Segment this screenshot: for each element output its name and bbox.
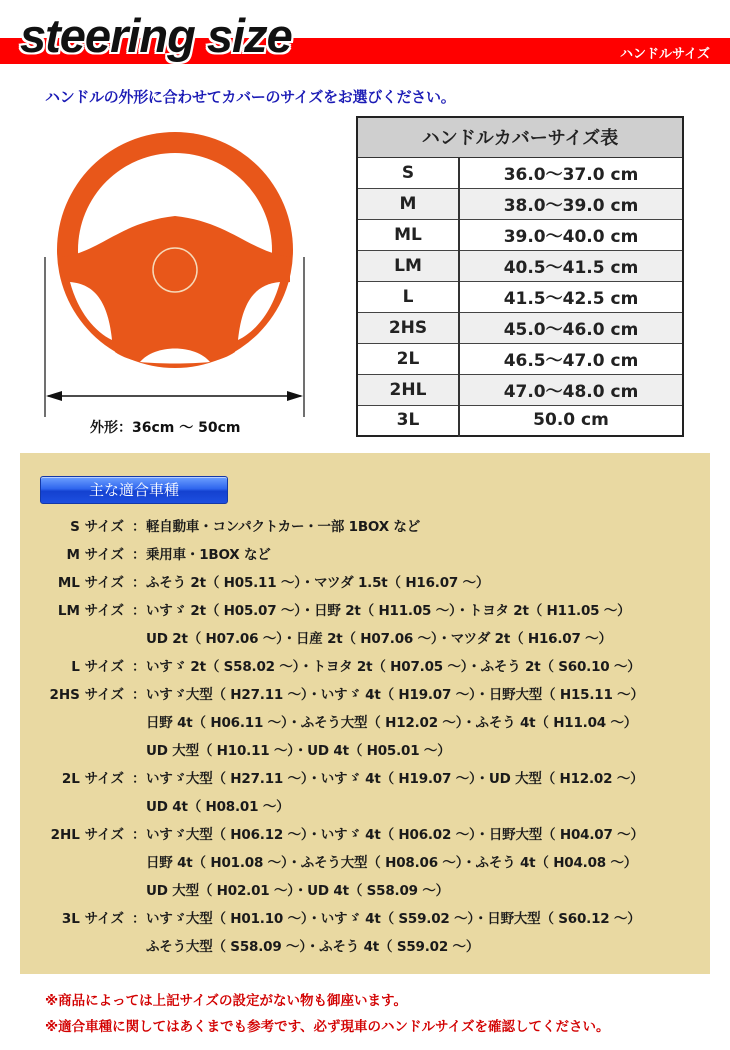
table-row <box>357 281 683 312</box>
colon: ： <box>132 547 146 563</box>
size-cell: 2HL <box>357 374 459 405</box>
vehicle-line: 日野 4t（ H06.11 〜）・ふそう大型（ H12.02 〜）・ふそう 4t（ H11.04 〜） <box>146 715 638 731</box>
notes <box>45 988 609 1040</box>
list-item <box>20 905 710 961</box>
size-label: M サイズ <box>66 547 124 563</box>
size-table-title: ハンドルカバーサイズ表 <box>357 117 683 157</box>
colon: ： <box>132 687 146 703</box>
list-item <box>20 597 710 653</box>
range-cell: 38.0〜39.0 cm <box>459 188 683 219</box>
colon: ： <box>132 519 146 535</box>
list-item <box>20 681 710 765</box>
intro-text: ハンドルの外形に合わせてカバーのサイズをお選びください。 <box>45 88 456 106</box>
range-cell: 36.0〜37.0 cm <box>459 157 683 188</box>
size-label: LM サイズ <box>57 603 124 619</box>
wheel-caption: 外形：36cm 〜 50cm <box>90 420 241 436</box>
page-subtitle: ハンドルサイズ <box>620 47 710 62</box>
list-item <box>20 821 710 905</box>
vehicle-line: いすゞ大型（ H06.12 〜）・いすゞ 4t（ H06.02 〜）・日野大型（ H04.07 〜） <box>146 827 644 843</box>
size-label: 2HS サイズ <box>49 687 124 703</box>
size-cell: 2L <box>357 343 459 374</box>
vehicle-line: ふそう大型（ S58.09 〜）・ふそう 4t（ S59.02 〜） <box>146 939 480 955</box>
note-line: ※商品によっては上記サイズの設定がない物も御座います。 <box>45 993 407 1009</box>
colon: ： <box>132 911 146 927</box>
vehicle-line: 日野 4t（ H01.08 〜）・ふそう大型（ H08.06 〜）・ふそう 4t（ H04.08 〜） <box>146 855 638 871</box>
size-cell: M <box>357 188 459 219</box>
list-item <box>20 569 710 597</box>
vehicle-line: 軽自動車・コンパクトカー・一部 1BOX など <box>146 519 421 535</box>
table-row <box>357 374 683 405</box>
colon: ： <box>132 827 146 843</box>
table-row <box>357 219 683 250</box>
vehicle-line: いすゞ 2t（ H05.07 〜）・日野 2t（ H11.05 〜）・トヨタ 2t（ H11.05 〜） <box>146 603 631 619</box>
steering-wheel-icon <box>40 112 315 432</box>
vehicle-line: UD 大型（ H02.01 〜）・UD 4t（ S58.09 〜） <box>146 883 449 899</box>
size-cell: LM <box>357 250 459 281</box>
vehicle-line: いすゞ大型（ H27.11 〜）・いすゞ 4t（ H19.07 〜）・日野大型（ H15.11 〜） <box>146 687 644 703</box>
compatibility-list <box>20 513 710 961</box>
colon: ： <box>132 771 146 787</box>
vehicle-line: UD 2t（ H07.06 〜）・日産 2t（ H07.06 〜）・マツダ 2t（ H16.07 〜） <box>146 631 612 647</box>
size-cell: 3L <box>357 405 459 436</box>
table-row <box>357 343 683 374</box>
range-cell: 50.0 cm <box>459 405 683 436</box>
size-cell: 2HS <box>357 312 459 343</box>
page-title: steering size <box>20 9 292 62</box>
table-row <box>357 157 683 188</box>
size-cell: ML <box>357 219 459 250</box>
size-label: 3L サイズ <box>61 911 124 927</box>
range-cell: 45.0〜46.0 cm <box>459 312 683 343</box>
colon: ： <box>132 575 146 591</box>
list-item <box>20 653 710 681</box>
colon: ： <box>132 659 146 675</box>
table-row <box>357 312 683 343</box>
size-label: 2L サイズ <box>61 771 124 787</box>
list-item <box>20 765 710 821</box>
vehicle-line: いすゞ大型（ H27.11 〜）・いすゞ 4t（ H19.07 〜）・UD 大型（ H12.02 〜） <box>146 771 644 787</box>
list-item <box>20 513 710 541</box>
size-label: L サイズ <box>71 659 124 675</box>
table-row <box>357 405 683 436</box>
vehicle-line: 乗用車・1BOX など <box>146 547 271 563</box>
size-cell: S <box>357 157 459 188</box>
compatibility-panel <box>20 453 710 974</box>
vehicle-line: UD 4t（ H08.01 〜） <box>146 799 290 815</box>
range-cell: 46.5〜47.0 cm <box>459 343 683 374</box>
table-row <box>357 188 683 219</box>
note-line: ※適合車種に関してはあくまでも参考です、必ず現車のハンドルサイズを確認してください。 <box>45 1019 610 1035</box>
size-cell: L <box>357 281 459 312</box>
vehicle-line: いすゞ大型（ H01.10 〜）・いすゞ 4t（ S59.02 〜）・日野大型（ S60.12 〜） <box>146 911 641 927</box>
vehicle-line: UD 大型（ H10.11 〜）・UD 4t（ H05.01 〜） <box>146 743 451 759</box>
range-cell: 40.5〜41.5 cm <box>459 250 683 281</box>
range-cell: 47.0〜48.0 cm <box>459 374 683 405</box>
range-cell: 39.0〜40.0 cm <box>459 219 683 250</box>
vehicle-line: ふそう 2t（ H05.11 〜）・マツダ 1.5t（ H16.07 〜） <box>146 575 490 591</box>
size-label: 2HL サイズ <box>50 827 124 843</box>
vehicle-line: いすゞ 2t（ S58.02 〜）・トヨタ 2t（ H07.05 〜）・ふそう 2t（ S60.10 〜） <box>146 659 641 675</box>
list-item <box>20 541 710 569</box>
size-label: S サイズ <box>70 519 124 535</box>
colon: ： <box>132 603 146 619</box>
size-label: ML サイズ <box>57 575 124 591</box>
size-table <box>356 116 684 437</box>
range-cell: 41.5〜42.5 cm <box>459 281 683 312</box>
compatible-vehicles-button[interactable]: 主な適合車種 <box>40 476 228 504</box>
table-row <box>357 250 683 281</box>
